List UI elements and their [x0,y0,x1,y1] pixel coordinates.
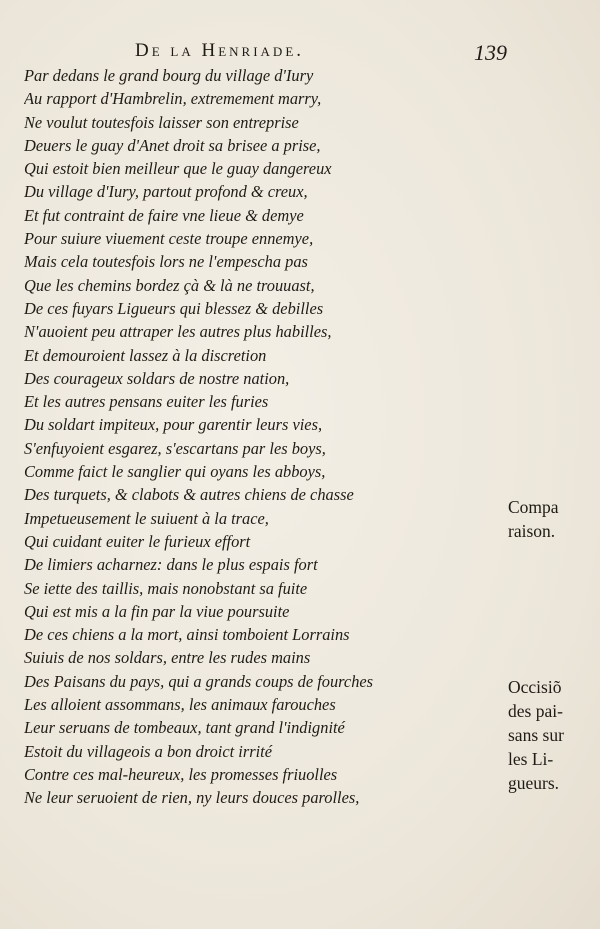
verse-line: Ne voulut toutesfois laisser son entreprise [24,112,299,132]
page-number: 139 [474,40,507,65]
margin-note-line: les Li- [508,749,554,769]
verse-line: Ne leur seruoient de rien, ny leurs douces parolles, [24,788,360,808]
verse-line: Pour suiure viuement ceste troupe ennemye, [24,229,314,249]
verse-line: N'auoient peu attraper les autres plus habilles, [24,322,332,342]
verse-line: Des Paisans du pays, qui a grands coups de fourches [24,671,374,691]
margin-note-line: sans sur [508,725,564,745]
verse-line: Suiuis de nos soldars, entre les rudes mains [24,648,311,668]
margin-note-line: des pai- [508,701,563,721]
verse-line: Que les chemins bordez çà & là ne trouuast, [24,275,315,295]
margin-note-line: raison. [508,521,556,541]
verse-line: Des courageux soldars de nostre nation, [24,368,290,388]
verse-line: Se iette des taillis, mais nonobstant sa fuite [24,578,308,598]
verse-line: Et les autres pensans euiter les furies [24,392,269,412]
verse-line: Estoit du villageois a bon droict irrité [24,741,272,761]
verse-line: Par dedans le grand bourg du village d'Iury [24,66,314,85]
verse-line: Mais cela toutesfois lors ne l'empescha pas [24,252,308,272]
verse-line: De ces chiens a la mort, ainsi tomboient Lorrains [24,625,350,645]
verse-line: Deuers le guay d'Anet droit sa brisee a prise, [24,135,321,155]
verse-line: Des turquets, & clabots & autres chiens de chasse [24,485,354,505]
verse-line: Leur seruans de tombeaux, tant grand l'indignité [24,718,345,738]
verse-line: Impetueusement le suiuent à la trace, [24,508,269,528]
verse-block [24,64,479,810]
verse-line: Au rapport d'Hambrelin, extremement marry, [24,89,322,109]
verse-line: De ces fuyars Ligueurs qui blessez & debilles [24,298,324,318]
margin-note-comparaison [508,495,559,543]
verse-line: De limiers acharnez: dans le plus espais fort [24,555,318,575]
verse-line: Qui est mis a la fin par la viue poursuite [24,601,290,621]
margin-note-occision [508,675,564,795]
running-header: De la Henriade. [135,40,305,61]
verse-line: Contre ces mal-heureux, les promesses friuolles [24,764,338,784]
margin-note-line: Compa [508,497,559,517]
verse-line: S'enfuyoient esgarez, s'escartans par les boys, [24,438,326,458]
verse-line: Du village d'Iury, partout profond & creux, [24,182,308,202]
verse-line: Et fut contraint de faire vne lieue & demye [24,205,304,225]
verse-line: Et demouroient lassez à la discretion [24,345,267,365]
verse-line: Du soldart impiteux, pour garentir leurs vies, [24,415,323,435]
margin-note-line: gueurs. [508,773,560,793]
verse-line: Qui cuidant euiter le furieux effort [24,531,251,551]
verse-line: Les alloient assommans, les animaux farouches [24,695,336,715]
verse-line: Comme faict le sanglier qui oyans les abboys, [24,462,326,482]
verse-line: Qui estoit bien meilleur que le guay dangereux [24,159,332,179]
margin-note-line: Occisiõ [508,677,562,697]
